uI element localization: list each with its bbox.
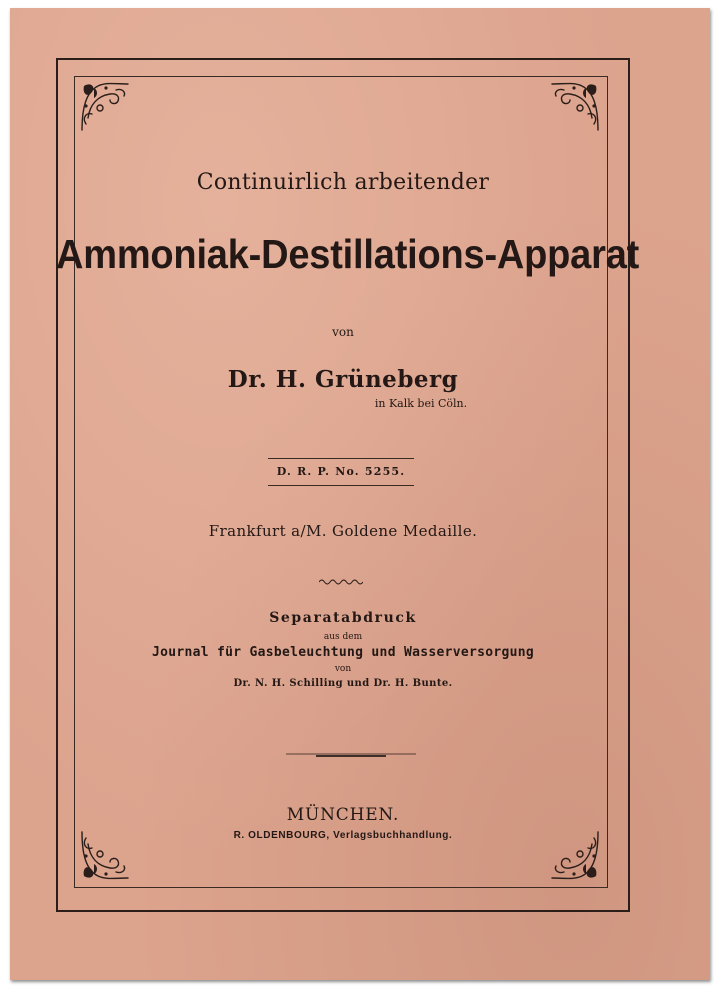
author-name: Dr. H. Grüneberg	[227, 366, 459, 393]
main-title: Ammoniak-Destillations-Apparat	[56, 232, 640, 278]
subtitle: Continuirlich arbeitender	[196, 170, 490, 195]
double-rule-divider-icon	[286, 744, 416, 752]
by-label: von	[334, 664, 352, 674]
award-line: Frankfurt a/M. Goldene Medaille.	[208, 522, 478, 540]
patent-number: D. R. P. No. 5255.	[268, 458, 414, 486]
author-location: in Kalk bei Cöln.	[374, 397, 468, 410]
floral-corner-ornament-icon	[76, 78, 134, 136]
offprint-heading: Separatabdruck	[269, 610, 417, 626]
von-label: von	[332, 325, 354, 339]
from-label: aus dem	[323, 632, 363, 642]
imprint-city: MÜNCHEN.	[286, 805, 400, 825]
wavy-divider-icon	[319, 571, 363, 579]
floral-corner-ornament-icon	[546, 78, 604, 136]
journal-editors: Dr. N. H. Schilling und Dr. H. Bunte.	[233, 678, 453, 689]
journal-name: Journal für Gasbeleuchtung und Wasserversorgung	[152, 645, 534, 660]
publisher-name: R. OLDENBOURG, Verlagsbuchhandlung.	[233, 830, 453, 841]
